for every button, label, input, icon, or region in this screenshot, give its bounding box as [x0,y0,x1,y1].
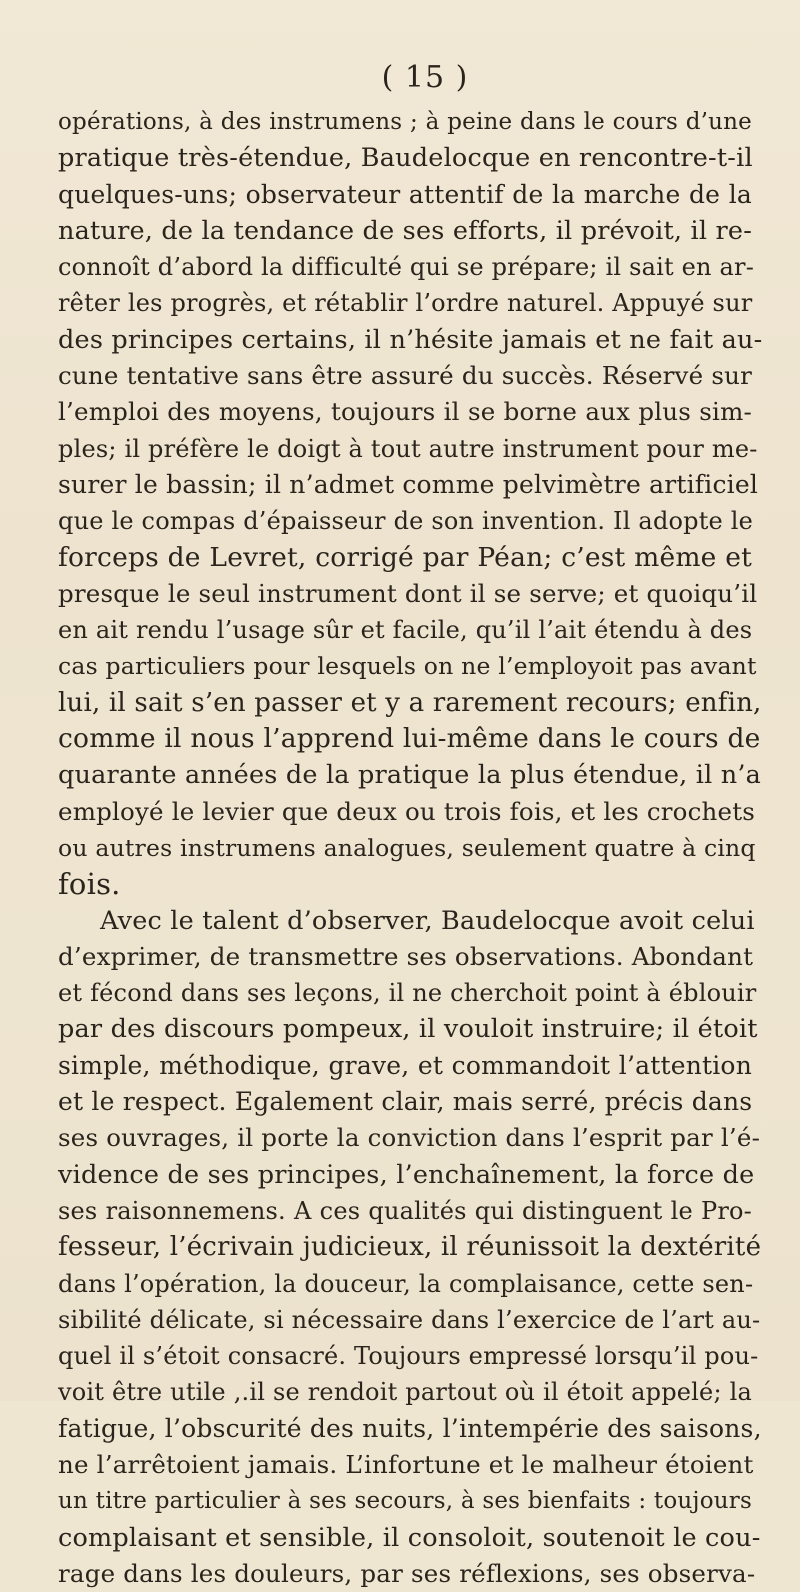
page-number: ( 15 ) [381,60,469,95]
text-line: ou autres instrumens analogues, seulement quatre à cinq [58,833,756,862]
text-line: quel il s’étoit consacré. Toujours empressé lorsqu’il pou- [58,1342,759,1371]
text-line: rêter les progrès, et rétablir l’ordre naturel. Appuyé sur [58,289,753,318]
text-line: presque le seul instrument dont il se serve; et quoiqu’il [58,578,758,608]
text-line: fois. [58,867,121,902]
text-line: Avec le talent d’observer, Baudelocque avoit celui [100,905,755,936]
text-line: cune tentative sans être assuré du succès. Réservé sur [58,361,752,391]
text-line: vidence de ses principes, l’enchaînement, la force de [58,1159,755,1190]
text-line: quelques-uns; observateur attentif de la marche de la [58,179,752,209]
text-line: sibilité délicate, si nécessaire dans l’exercice de l’art au- [58,1305,761,1334]
text-line: lui, il sait s’en passer et y a rarement recours; enfin, [58,687,762,718]
text-line: et fécond dans ses leçons, il ne cherchoit point à éblouir [58,979,757,1008]
text-line: comme il nous l’apprend lui-même dans le cours de [58,723,761,755]
text-line: voit être utile ,.il se rendoit partout où il étoit appelé; la [58,1378,752,1407]
text-line: fesseur, l’écrivain judicieux, il réunissoit la dextérité [58,1232,762,1263]
text-line: cas particuliers pour lesquels on ne l’employoit pas avant [58,652,757,681]
text-line: ses ouvrages, il porte la conviction dans l’esprit par l’é- [58,1123,761,1153]
text-line: nature, de la tendance de ses efforts, il prévoit, il re- [58,215,753,246]
text-line: complaisant et sensible, il consoloit, soutenoit le cou- [58,1522,761,1553]
text-line: ples; il préfère le doigt à tout autre instrument pour me- [58,434,758,463]
text-line: connoît d’abord la difficulté qui se prépare; il sait en ar- [58,253,755,282]
text-line: opérations, à des instrumens ; à peine dans le cours d’une [58,109,752,135]
paragraph-2 [58,903,762,1592]
text-line: dans l’opération, la douceur, la complaisance, cette sen- [58,1269,754,1298]
text-line: surer le bassin; il n’admet comme pelvimètre artificiel [58,469,759,499]
body-text [58,104,763,1592]
text-line: quarante années de la pratique la plus étendue, il n’a [58,760,762,791]
text-line: par des discours pompeux, il vouloit instruire; il étoit [58,1014,758,1045]
text-line: fatigue, l’obscurité des nuits, l’intempérie des saisons, [58,1413,762,1443]
text-line: et le respect. Egalement clair, mais serré, précis dans [58,1087,753,1117]
text-line: des principes certains, il n’hésite jamais et ne fait au- [58,324,763,355]
text-line: ne l’arrêtoient jamais. L’infortune et le malheur étoient [58,1449,754,1479]
text-line: simple, méthodique, grave, et commandoit l’attention [58,1050,752,1080]
text-line: l’emploi des moyens, toujours il se borne aux plus sim- [58,397,752,427]
text-line: d’exprimer, de transmettre ses observations. Abondant [58,941,754,971]
text-line: forceps de Levret, corrigé par Péan; c’est même et [58,541,752,573]
text-line: en ait rendu l’usage sûr et facile, qu’il l’ait étendu à des [58,616,753,645]
text-line: un titre particulier à ses secours, à ses bienfaits : toujours [58,1488,752,1515]
paragraph-1 [58,104,763,903]
text-line: que le compas d’épaisseur de son invention. Il adopte le [58,507,754,536]
text-line: rage dans les douleurs, par ses réflexions, ses observa- [58,1558,756,1588]
text-line: ses raisonnemens. A ces qualités qui distinguent le Pro- [58,1196,752,1225]
text-line: pratique très-étendue, Baudelocque en rencontre-t-il [58,143,753,174]
text-line: employé le levier que deux ou trois fois, et les crochets [58,796,756,826]
